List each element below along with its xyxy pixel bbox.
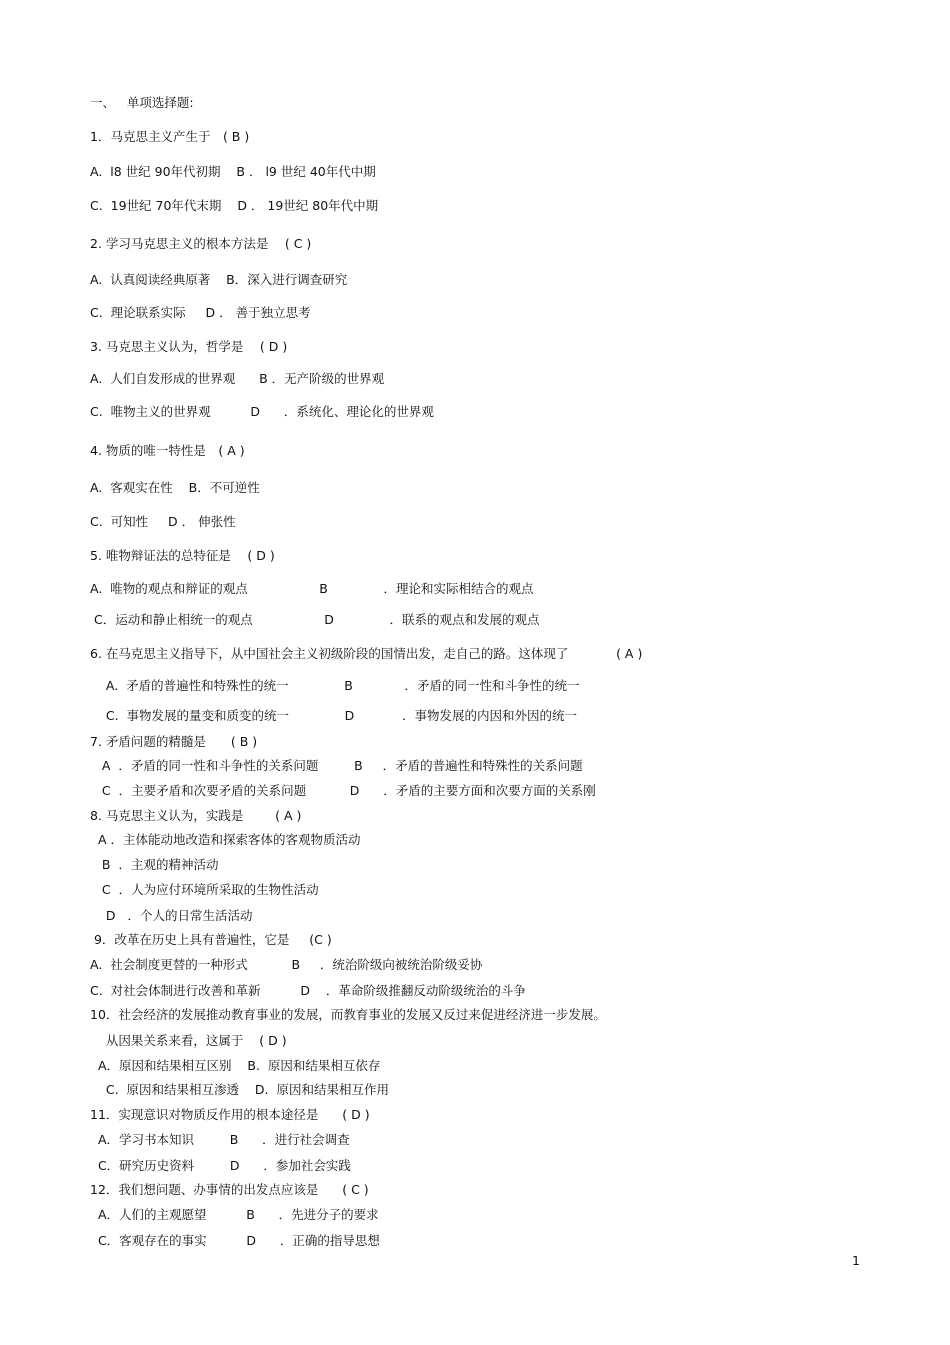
question-line: C. 理论联系实际 D ． 善于独立思考 [90,305,311,320]
question-line: 从因果关系来看，这属于 ( D ) [90,1033,287,1048]
question-line: C. 19世纪 70年代末期 D ． 19世纪 80年代中期 [90,198,379,213]
question-line: C. 事物发展的量变和质变的统一 D ．事物发展的内因和外因的统一 [90,708,577,723]
question-line: A ．矛盾的同一性和斗争性的关系问题 B ．矛盾的普遍性和特殊性的关系问题 [90,758,583,773]
question-line: C. 可知性 D ． 伸张性 [90,514,236,529]
question-line: C．研究历史资料 D ．参加社会实践 [90,1158,351,1173]
question-line: D ．个人的日常生活活动 [90,908,253,923]
question-line: A. l8 世纪 90年代初期 B ． l9 世纪 40年代中期 [90,164,376,179]
question-line: C. 对社会体制进行改善和革新 D ．革命阶级推翻反动阶级统治的斗争 [90,983,526,998]
question-line: A．学习书本知识 B ．进行社会调查 [90,1132,350,1147]
question-line: A. 社会制度更替的一种形式 B ．统治阶级向被统治阶级妥协 [90,957,483,972]
question-line: 2. 学习马克思主义的根本方法是 ( C ) [90,236,312,251]
question-line: C ．主要矛盾和次要矛盾的关系问题 D ．矛盾的主要方面和次要方面的关系刚 [90,783,596,798]
question-line: A. 矛盾的普遍性和特殊性的统一 B ．矛盾的同一性和斗争性的统一 [90,678,580,693]
question-line: C ．人为应付环境所采取的生物性活动 [90,882,319,897]
question-line: 12．我们想问题、办事情的出发点应该是 ( C ) [90,1182,369,1197]
question-line: C. 唯物主义的世界观 D ．系统化、理论化的世界观 [90,404,434,419]
question-line: C. 原因和结果相互渗透 D. 原因和结果相互作用 [90,1082,389,1097]
question-line: A. 客观实在性 B．不可逆性 [90,480,260,495]
question-line: B ．主观的精神活动 [90,857,219,872]
question-line: A．人们的主观愿望 B ．先进分子的要求 [90,1207,379,1222]
question-line: A ．主体能动地改造和探索客体的客观物质活动 [90,832,361,847]
question-line: C．客观存在的事实 D ．正确的指导思想 [90,1233,380,1248]
question-line: 6. 在马克思主义指导下，从中国社会主义初级阶段的国情出发，走自己的路。这体现了 ( A ) [90,646,643,661]
question-line: 1．马克思主义产生于 ( B ) [90,129,250,144]
question-line: A. 人们自发形成的世界观 B ．无产阶级的世界观 [90,371,385,386]
section-title: 一、 单项选择题: [90,95,194,110]
page-number: 1 [852,1253,860,1268]
question-line: C．运动和静止相统一的观点 D ．联系的观点和发展的观点 [90,612,540,627]
question-line: 10．社会经济的发展推动教育事业的发展，而教育事业的发展又反过来促进经济进一步发展。 [90,1007,606,1022]
question-line: A. 唯物的观点和辩证的观点 B ．理论和实际相结合的观点 [90,581,534,596]
question-line: A．原因和结果相互区别 B. 原因和结果相互依存 [90,1058,381,1073]
question-line: 9．改革在历史上具有普遍性，它是 (C ) [90,932,332,947]
question-line: A. 认真阅读经典原著 B．深入进行调查研究 [90,272,348,287]
question-line: 11．实现意识对物质反作用的根本途径是 ( D ) [90,1107,370,1122]
question-line: 8. 马克思主义认为，实践是 ( A ) [90,808,302,823]
question-line: 5. 唯物辩证法的总特征是 ( D ) [90,548,275,563]
question-line: 4. 物质的唯一特性是 ( A ) [90,443,245,458]
question-line: 7. 矛盾问题的精髓是 ( B ) [90,734,258,749]
question-line: 3. 马克思主义认为，哲学是 ( D ) [90,339,288,354]
